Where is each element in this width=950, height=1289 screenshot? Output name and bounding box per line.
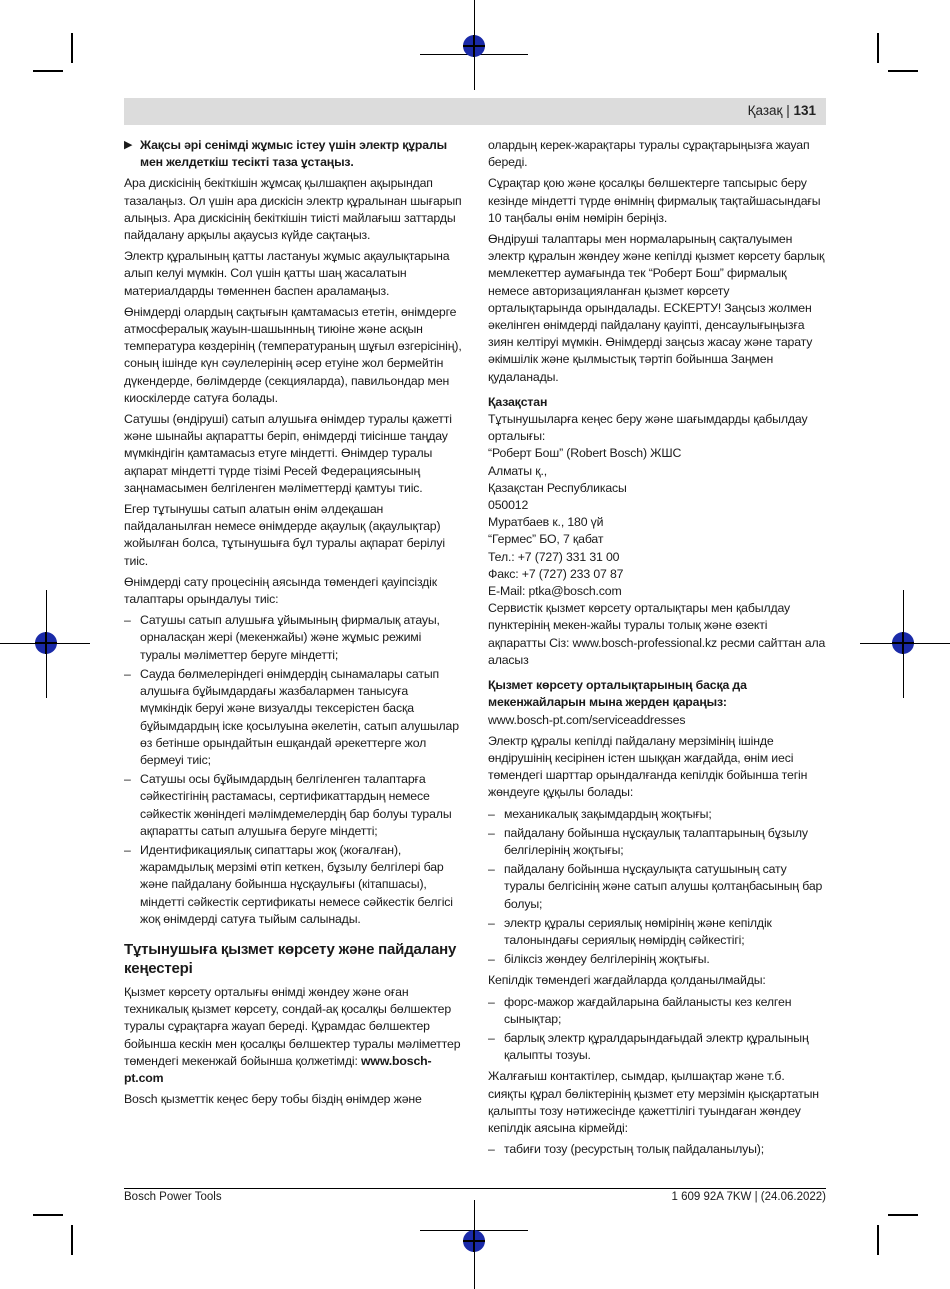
bullet-instruction [124,137,462,171]
section-title: Тұтынушыға қызмет көрсету және пайдалану кеңестері [124,940,457,977]
list-item: – Сатушы сатып алушыға ұйымының фирмалық атауы, орналасқан жері (мекенжайы) және жұмыс режимі туралы мәліметтер беруге міндетті; [124,612,462,664]
crop-mark [888,1214,918,1216]
kazakhstan-heading: Қазақстан [488,394,548,409]
wear-exclusions-list [488,1141,826,1158]
crop-mark [877,1225,879,1255]
list-item: – Сатушы осы бұйымдардың белгіленген талаптарға сәйкестігінің растамасы, сертификаттардың немесе сәйкестік жөніндегі мәлімдемелердің бар болуы туралы ақпаратты сатып алушыға беруге міндетті; [124,771,462,840]
crop-mark [877,33,879,63]
triangle-bullet-icon: ▶ [124,139,133,151]
contact-line: “Роберт Бош” (Robert Bosch) ЖШС [488,446,682,461]
header-text [748,103,816,118]
warranty-conditions-list [488,806,826,969]
left-column [124,137,462,1112]
registration-target-icon [892,632,914,654]
paragraph: Егер тұтынушы сатып алатын өнім әлдеқашан пайдаланылған немесе өнімдерде ақаулық (ақаулықтар) жойылған болса, тұтынушыға бұл туралы ақпарат берілуі тиіс. [124,502,445,568]
contact-line: Қазақстан Республикасы [488,480,627,495]
list-item: – пайдалану бойынша нұсқаулықта сатушының сату туралы белгісінің және сатып алушы қолтаңбасының бар болуы; [488,861,826,913]
registration-target-icon [463,35,485,57]
paragraph-text: Қызмет көрсету орталығы өнімді жөндеу және оған техникалық қызмет көрсету, сондай-ақ қосалқы бөлшектер туралы сұрақтарға жауап береді. Құрамдас бөлшектер бойынша кескін мен қосалқы бөлшектер туралы мәліметтер төмендегі мекенжай бойынша қолжетімді: [124,984,461,1068]
crop-mark [33,70,63,72]
contact-line: “Гермес” БО, 7 қабат [488,532,604,547]
contact-line: 050012 [488,498,529,513]
contact-line: Тұтынушыларға кеңес беру және шағымдарды қабылдау орталығы: [488,412,808,444]
contact-line: Муратбаев к., 180 үй [488,515,604,530]
registration-target-icon [463,1230,485,1252]
list-item: – Сауда бөлмелеріндегі өнімдердің сынамалары сатып алушыға бұйымдардағы жазбалармен танысуға мүмкіндік беруі және визуалды тексерістен басқа бұйымдардың іске қосылуына әкелетін, сатып алушылар өз бетінше орындайтын ешқандай әрекеттерге жол бермеуі тиіс; [124,666,462,769]
paragraph: Сұрақтар қою және қосалқы бөлшектерге тапсырыс беру кезінде міндетті түрде өнімнің фирмалық тақтайшасындағы 10 таңбалы өнім нөмірін беріңіз. [488,176,821,225]
list-item: – пайдалану бойынша нұсқаулық талаптарының бұзылу белгілерінің жоқтығы; [488,825,826,859]
contact-email[interactable]: E-Mail: ptka@bosch.com [488,584,622,599]
other-addresses-heading: Қызмет көрсету орталықтарының басқа да мекенжайларын мына жерден қараңыз: [488,678,747,710]
paragraph: олардың керек-жарақтары туралы сұрақтарыңызға жауап береді. [488,138,810,170]
page-number: 131 [793,103,816,118]
page-header [124,98,826,125]
paragraph: Ара дискісінің бекіткішін жұмсақ қылшақпен ақырындап тазалаңыз. Ол үшін ара дискісін электр құралынан шығарып алыңыз. Ара дискісінің бекіткішін тиісті майлағыш заттарды пайдалану арқылы ақаусыз күйде сақтаңыз. [124,176,462,243]
right-column [488,137,826,1162]
footer-doc-id: 1 609 92A 7KW | (24.06.2022) [671,1191,826,1203]
paragraph: Өндіруші талаптары мен нормаларының сақталуымен электр құралын жөндеу және кепілді қызмет көрсету барлық мемлекеттер аумағында тек “Роберт Бош” фирмалық немесе авторизацияланған қызмет көрсету орталықтарында орындалады. ЕСКЕРТУ! Заңсыз жолмен әкелінген өнімдерді пайдалану қауіпті, денсаулығыңызға зиян келтіруі мүмкін. Өнімдерді заңсыз жасау және тарату әкімшілік және қылмыстық тәртіп бойынша Заңмен қудаланады. [488,232,825,384]
bullet-text: Жақсы әрі сенімді жұмыс істеу үшін электр құралы мен желдеткіш тесікті таза ұстаңыз. [140,138,447,170]
crop-mark [71,1225,73,1255]
header-separator: | [786,103,794,118]
paragraph: Өнімдерді сату процесінің аясында төмендегі қауіпсіздік талаптары орындалуы тиіс: [124,574,437,607]
warranty-exclusions-list [488,994,826,1065]
contact-line: Алматы қ., [488,463,547,478]
contact-line: Сервистік қызмет көрсету орталықтары мен қабылдау пунктерінің мекен-жайы туралы толық және өзекті ақпаратты Сіз: www.bosch-professional.kz ресми сайттан ала аласыз [488,601,826,667]
list-item: – біліксіз жөндеу белгілерінің жоқтығы. [488,951,826,968]
header-language: Қазақ [747,103,783,118]
paragraph: Жалғағыш контактілер, сымдар, қылшақтар және т.б. сияқты құрал бөліктерінің қызмет ету мерзімін қысқартатын қалыпты тозу нәтижесінде қажеттілігі туындаған жөндеу кепілдік аясына кірмейді: [488,1069,819,1135]
paragraph: Bosch қызметтік кеңес беру тобы біздің өнімдер және [124,1092,422,1107]
list-item: – табиғи тозу (ресурстың толық пайдаланылуы); [488,1141,826,1158]
paragraph: Электр құралының қатты ластануы жұмыс ақаулықтарына алып келуі мүмкін. Сол үшін қатты шаң жасалатын материалдарды төменнен баспен араламаңыз. [124,249,450,298]
service-addresses-link[interactable]: www.bosch-pt.com/serviceaddresses [488,712,686,727]
list-item: – механикалық зақымдардың жоқтығы; [488,806,826,823]
website-link[interactable]: www.bosch-pt.com [124,1053,432,1085]
registration-target-icon [35,632,57,654]
contact-line: Факс: +7 (727) 233 07 87 [488,566,624,581]
list-item: – форс-мажор жағдайларына байланысты кез келген сынықтар; [488,994,826,1028]
list-item: – Идентификациялық сипаттары жоқ (жоғалған), жарамдылық мерзімі өтіп кеткен, бұзылу белгілері бар және пайдалану бойынша нұсқаулығы (кітапшасы), міндетті сәйкестік сертификаты немесе сәйкестік белгісі жоқ өнімдерді сатуға тыйым салынады. [124,842,462,928]
footer-brand: Bosch Power Tools [124,1191,222,1203]
contact-line: Тел.: +7 (727) 331 31 00 [488,549,620,564]
crop-mark [71,33,73,63]
crop-mark [33,1214,63,1216]
contact-block [488,411,826,669]
paragraph: Электр құралы кепілді пайдалану мерзімінің ішінде өндірушінің кесірінен істен шыққан жағдайда, өнім иесі төмендегі шарттар орындалғанда кепілдік бойынша тегін жөндеуге құқылы болады: [488,733,808,800]
safety-requirements-list [124,612,462,928]
paragraph: Кепілдік төмендегі жағдайларда қолданылмайды: [488,973,766,988]
paragraph [124,984,462,1087]
paragraph: Өнімдерді олардың сақтығын қамтамасыз ететін, өнімдерге атмосфералық жауын-шашынның тиюіне және асқын температура көздерінің (температураның шұғыл өзгерісінің), соның ішінде күн сәулелерінің әсер етуіне жол бермейтін дүкендерде, бөлімдерде (секцияларда), павильондар мен киоскілерде сатуға болады. [124,304,462,405]
list-item: – барлық электр құралдарындағыдай электр құралының қалыпты тозуы. [488,1030,826,1064]
paragraph: Сатушы (өндіруші) сатып алушыға өнімдер туралы қажетті және шынайы ақпаратты беріп, өнімдерді тиісінше таңдау мүмкіндігін қамтамасыз етуге міндетті. Өнімдер туралы ақпарат міндетті түрде тізімі Ресей Федерациясының заңнамасымен белгіленген мәліметтерді қамтуы тиіс. [124,412,452,495]
crop-mark [888,70,918,72]
list-item: – электр құралы сериялық нөмірінің және кепілдік талонындағы сериялық нөмірдің сәйкестігі; [488,915,826,949]
footer-divider [124,1188,826,1189]
